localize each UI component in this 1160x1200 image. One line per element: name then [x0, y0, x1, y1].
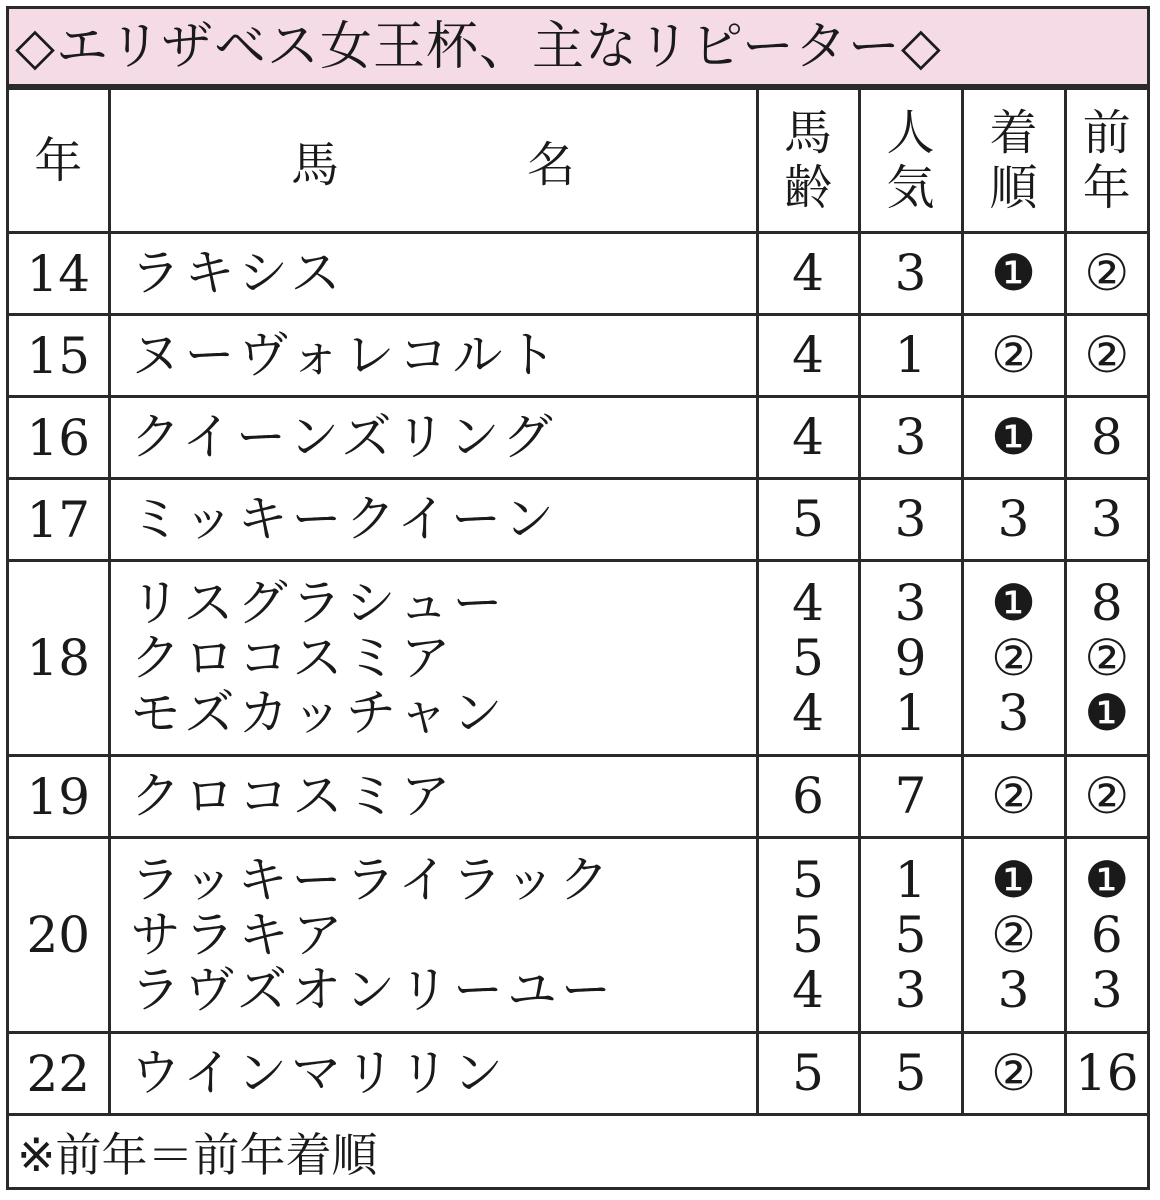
finish-cell [962, 838, 1065, 1033]
age-cell [757, 315, 859, 397]
year-cell: 16 [9, 397, 109, 479]
header-year: 年 [9, 89, 109, 233]
popularity-cell [859, 1033, 962, 1115]
popularity-value: 3 [894, 244, 927, 302]
finish-cell [962, 233, 1065, 315]
horse-name-value: クロコスミア [130, 628, 455, 687]
horse-name-cell [109, 233, 757, 315]
finish-cell [962, 479, 1065, 561]
table-row [9, 479, 1147, 561]
finish-cell [962, 397, 1065, 479]
table-row [9, 233, 1147, 315]
year-cell: 19 [9, 756, 109, 838]
finish-value: ❶ [991, 573, 1036, 632]
age-cell [757, 838, 859, 1033]
finish-cell [962, 315, 1065, 397]
prev-year-value: 3 [1090, 490, 1123, 548]
prev-year-value: ② [1084, 326, 1130, 384]
horse-name-cell [109, 1033, 757, 1115]
age-value: 5 [792, 850, 824, 909]
finish-value: ② [991, 326, 1036, 384]
popularity-cell [859, 479, 962, 561]
popularity-value: 3 [894, 960, 927, 1019]
table-body [9, 233, 1147, 1115]
table-title: ◇エリザベス女王杯、主なリピーター◇ [9, 9, 1147, 87]
prev-year-cell [1065, 479, 1147, 561]
prev-year-value: 8 [1090, 408, 1123, 466]
horse-name-value: ウインマリリン [130, 1044, 507, 1102]
prev-year-value: 16 [1074, 1044, 1139, 1102]
repeater-table [9, 87, 1147, 1116]
prev-year-value: ❶ [1084, 850, 1130, 909]
finish-value: ② [991, 767, 1036, 825]
table-frame [6, 6, 1150, 1190]
popularity-value: 3 [894, 573, 927, 632]
horse-name-value: モズカッチャン [130, 683, 507, 742]
year-cell: 20 [9, 838, 109, 1033]
horse-name-cell [109, 756, 757, 838]
popularity-value: 1 [894, 326, 927, 384]
table-row [9, 1033, 1147, 1115]
age-cell [757, 1033, 859, 1115]
prev-year-cell [1065, 838, 1147, 1033]
popularity-value: 7 [894, 767, 927, 825]
footnote: ※前年＝前年着順 [17, 1128, 378, 1182]
finish-cell [962, 1033, 1065, 1115]
age-value: 5 [792, 628, 824, 687]
popularity-cell [859, 233, 962, 315]
year-cell: 14 [9, 233, 109, 315]
finish-value: 3 [997, 683, 1030, 742]
header-finish: 着 順 [962, 89, 1065, 233]
horse-name-value: クロコスミア [130, 767, 455, 825]
horse-name-cell [109, 838, 757, 1033]
age-value: 6 [792, 767, 824, 825]
age-value: 4 [792, 326, 824, 384]
age-cell [757, 233, 859, 315]
popularity-cell [859, 397, 962, 479]
age-value: 5 [792, 905, 824, 964]
prev-year-value: ② [1084, 767, 1130, 825]
popularity-value: 9 [894, 628, 927, 687]
horse-name-value: ラキシス [130, 244, 345, 302]
header-horse-name: 馬 名 [109, 89, 757, 233]
finish-value: ❶ [991, 408, 1036, 466]
age-cell [757, 479, 859, 561]
finish-value: 3 [997, 490, 1030, 548]
popularity-cell [859, 756, 962, 838]
age-value: 4 [792, 244, 824, 302]
popularity-value: 1 [894, 683, 927, 742]
horse-name-cell [109, 397, 757, 479]
age-value: 5 [792, 1044, 824, 1102]
age-value: 4 [792, 683, 824, 742]
popularity-value: 5 [894, 1044, 927, 1102]
finish-value: ② [991, 905, 1036, 964]
popularity-cell [859, 838, 962, 1033]
popularity-value: 1 [894, 850, 927, 909]
finish-value: ❶ [991, 850, 1036, 909]
prev-year-value: ❶ [1084, 683, 1130, 742]
finish-value: ❶ [991, 244, 1036, 302]
prev-year-cell [1065, 1033, 1147, 1115]
age-cell [757, 561, 859, 756]
prev-year-value: 6 [1090, 905, 1123, 964]
prev-year-value: 3 [1090, 960, 1123, 1019]
prev-year-cell [1065, 233, 1147, 315]
year-cell: 17 [9, 479, 109, 561]
age-cell [757, 756, 859, 838]
horse-name-cell [109, 561, 757, 756]
table-row [9, 561, 1147, 756]
popularity-cell [859, 561, 962, 756]
horse-name-cell [109, 315, 757, 397]
prev-year-cell [1065, 756, 1147, 838]
popularity-value: 3 [894, 490, 927, 548]
finish-value: ② [991, 628, 1036, 687]
popularity-value: 5 [894, 905, 927, 964]
prev-year-value: ② [1084, 628, 1130, 687]
year-cell: 22 [9, 1033, 109, 1115]
horse-name-value: ミッキークイーン [130, 490, 558, 548]
header-age: 馬 齢 [757, 89, 859, 233]
header-prev-year: 前 年 [1065, 89, 1147, 233]
year-cell: 18 [9, 561, 109, 756]
popularity-cell [859, 315, 962, 397]
prev-year-cell [1065, 315, 1147, 397]
horse-name-value: ラヴズオンリーユー [130, 960, 615, 1019]
table-row [9, 315, 1147, 397]
table-row [9, 397, 1147, 479]
age-value: 4 [792, 960, 824, 1019]
header-row [9, 89, 1147, 233]
prev-year-value: ② [1084, 244, 1130, 302]
header-popularity: 人 気 [859, 89, 962, 233]
horse-name-value: ヌーヴォレコルト [130, 326, 561, 384]
prev-year-cell [1065, 397, 1147, 479]
table-row [9, 838, 1147, 1033]
prev-year-value: 8 [1090, 573, 1123, 632]
horse-name-value: ラッキーライラック [130, 850, 613, 909]
finish-value: ② [991, 1044, 1036, 1102]
age-value: 4 [792, 408, 824, 466]
finish-cell [962, 756, 1065, 838]
year-cell: 15 [9, 315, 109, 397]
prev-year-cell [1065, 561, 1147, 756]
finish-cell [962, 561, 1065, 756]
finish-value: 3 [997, 960, 1030, 1019]
age-value: 5 [792, 490, 824, 548]
table-row [9, 756, 1147, 838]
popularity-value: 3 [894, 408, 927, 466]
horse-name-value: リスグラシュー [130, 573, 507, 632]
horse-name-value: クイーンズリング [130, 408, 557, 466]
horse-name-value: サラキア [130, 905, 347, 964]
age-cell [757, 397, 859, 479]
age-value: 4 [792, 573, 824, 632]
horse-name-cell [109, 479, 757, 561]
